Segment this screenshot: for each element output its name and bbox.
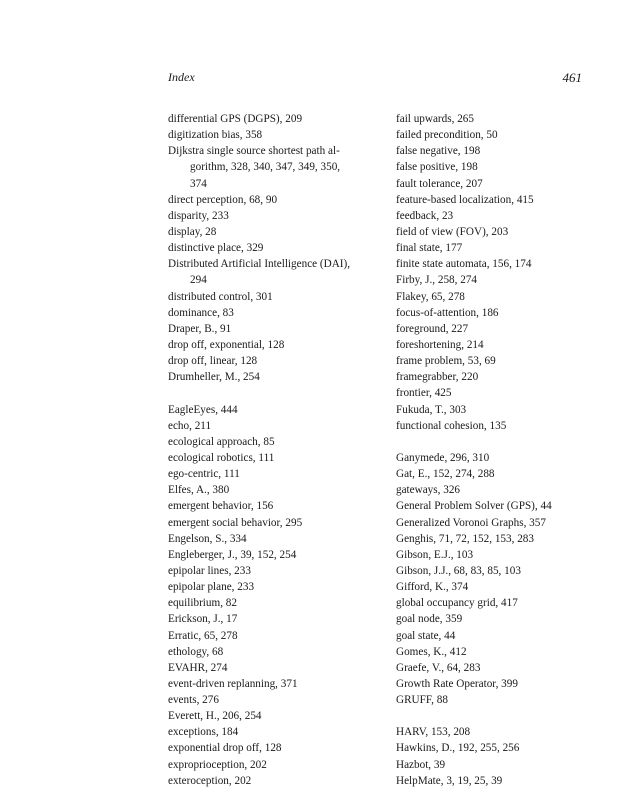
section-gap: [396, 434, 596, 450]
section-gap: [168, 385, 368, 401]
index-entry: Firby, J., 258, 274: [396, 274, 478, 287]
index-column-left: [168, 111, 368, 789]
index-entry: direct perception, 68, 90: [168, 193, 278, 206]
index-entry: Everett, H., 206, 254: [168, 710, 262, 723]
index-entry: exteroception, 202: [168, 774, 252, 787]
index-entry: fail upwards, 265: [396, 113, 474, 125]
index-entry: field of view (FOV), 203: [396, 225, 509, 238]
index-entry: Drumheller, M., 254: [168, 371, 260, 384]
index-entry: Flakey, 65, 278: [396, 290, 465, 303]
index-entry: Gibson, J.J., 68, 83, 85, 103: [396, 564, 521, 577]
index-entry: goal state, 44: [396, 629, 456, 642]
index-entry: gateways, 326: [396, 484, 461, 497]
index-entry: focus-of-attention, 186: [396, 306, 499, 319]
index-entry: distinctive place, 329: [168, 242, 264, 255]
index-entry: events, 276: [168, 694, 219, 707]
index-entry: ethology, 68: [168, 645, 224, 658]
index-entry: Elfes, A., 380: [168, 484, 230, 497]
index-entry: echo, 211: [168, 419, 212, 432]
index-entry: framegrabber, 220: [396, 371, 479, 384]
index-entry: Distributed Artificial Intelligence (DAI),: [168, 258, 351, 271]
index-entry: foreshortening, 214: [396, 338, 484, 351]
index-entry: Generalized Voronoi Graphs, 357: [396, 516, 546, 529]
index-entry: differential GPS (DGPS), 209: [168, 113, 303, 125]
index-entry: Fukuda, T., 303: [396, 403, 467, 416]
index-entry: functional cohesion, 135: [396, 419, 507, 432]
running-title: Index: [168, 70, 195, 84]
index-entry: disparity, 233: [168, 209, 229, 222]
index-entry: ecological robotics, 111: [168, 451, 275, 464]
index-entry: exproprioception, 202: [168, 758, 267, 771]
index-entry: failed precondition, 50: [396, 129, 498, 142]
index-entry: HelpMate, 3, 19, 25, 39: [396, 774, 503, 787]
index-entry: Engelson, S., 334: [168, 532, 247, 545]
index-entry: emergent behavior, 156: [168, 500, 274, 513]
index-entry: final state, 177: [396, 242, 463, 255]
index-entry: HARV, 153, 208: [396, 726, 471, 739]
index-entry: Dijkstra single source shortest path al-: [168, 145, 340, 158]
index-entry: Engleberger, J., 39, 152, 254: [168, 548, 297, 561]
page-number: 461: [562, 70, 582, 85]
index-entry: Draper, B., 91: [168, 322, 232, 335]
index-entry: display, 28: [168, 225, 217, 238]
index-entry: fault tolerance, 207: [396, 177, 483, 190]
index-entry: drop off, linear, 128: [168, 355, 258, 368]
index-entry: Growth Rate Operator, 399: [396, 677, 518, 690]
index-column-right: [396, 111, 596, 789]
index-entry: foreground, 227: [396, 322, 469, 335]
index-entry: ego-centric, 111: [168, 468, 240, 481]
index-entry: global occupancy grid, 417: [396, 597, 518, 610]
index-entry: feature-based localization, 415: [396, 193, 534, 206]
index-entry: false negative, 198: [396, 145, 481, 158]
index-entry: drop off, exponential, 128: [168, 338, 285, 351]
index-entry: finite state automata, 156, 174: [396, 258, 532, 271]
index-entry: Genghis, 71, 72, 152, 153, 283: [396, 532, 534, 545]
index-entry-continuation: 374: [190, 177, 207, 190]
index-entry: distributed control, 301: [168, 290, 273, 303]
index-entry: Erickson, J., 17: [168, 613, 238, 626]
index-entry: EVAHR, 274: [168, 661, 228, 674]
index-entry: Gibson, E.J., 103: [396, 548, 474, 561]
index-entry: Graefe, V., 64, 283: [396, 661, 481, 674]
index-entry: Gomes, K., 412: [396, 645, 467, 658]
index-entry: GRUFF, 88: [396, 694, 448, 707]
index-entry-continuation: gorithm, 328, 340, 347, 349, 350,: [190, 161, 341, 174]
index-entry: Erratic, 65, 278: [168, 629, 238, 642]
index-entry: frame problem, 53, 69: [396, 355, 496, 368]
index-entry: epipolar lines, 233: [168, 564, 251, 577]
index-entry: EagleEyes, 444: [168, 403, 238, 416]
running-header: [168, 70, 582, 88]
index-entry: Hawkins, D., 192, 255, 256: [396, 742, 520, 755]
index-entry: Gifford, K., 374: [396, 581, 469, 594]
index-entry: goal node, 359: [396, 613, 463, 626]
index-entry: event-driven replanning, 371: [168, 677, 298, 690]
index-entry: General Problem Solver (GPS), 44: [396, 500, 552, 513]
index-entry: exceptions, 184: [168, 726, 239, 739]
index-entry: feedback, 23: [396, 209, 454, 222]
index-entry: false positive, 198: [396, 161, 478, 174]
index-entry: equilibrium, 82: [168, 597, 237, 610]
index-entry: dominance, 83: [168, 306, 234, 319]
index-entry: Ganymede, 296, 310: [396, 451, 490, 464]
index-entry: frontier, 425: [396, 387, 452, 400]
index-entry: ecological approach, 85: [168, 435, 275, 448]
section-gap: [396, 708, 596, 724]
index-entry: epipolar plane, 233: [168, 581, 255, 594]
index-entry: exponential drop off, 128: [168, 742, 282, 755]
index-entry: Gat, E., 152, 274, 288: [396, 468, 495, 481]
index-entry: Hazbot, 39: [396, 758, 446, 771]
index-entry-continuation: 294: [190, 274, 207, 287]
index-entry: digitization bias, 358: [168, 129, 263, 142]
index-entry: emergent social behavior, 295: [168, 516, 303, 529]
